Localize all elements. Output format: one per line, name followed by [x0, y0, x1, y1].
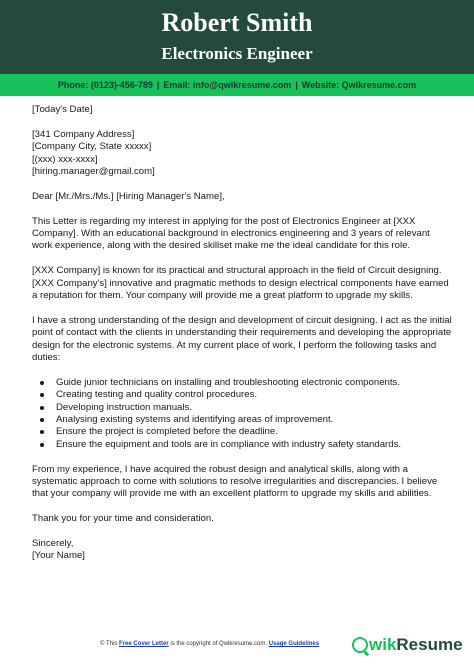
usage-guidelines-link[interactable]: Usage Guidelines	[268, 641, 320, 647]
contact-email: Email: info@qwikresume.com	[163, 80, 292, 90]
address-line: [hiring.manager@gmail.com]	[32, 166, 155, 178]
body-paragraph: I have a strong understanding of the design and development of circuit designing. I act as the initial point of contact with the clients in understanding their requirements and developing the appropriate design for the electronic systems. At my current place of work, I perform the following tasks and duties:	[32, 314, 452, 364]
list-item: Creating testing and quality control procedures.	[48, 389, 452, 401]
applicant-name: Robert Smith	[161, 8, 313, 37]
address-line: [341 Company Address]	[32, 128, 135, 140]
logo-wik: wik	[369, 635, 397, 654]
letter-body	[32, 104, 452, 563]
footer	[0, 632, 474, 658]
contact-phone: Phone: (0123)-456-789	[57, 80, 153, 90]
contact-separator: |	[295, 80, 298, 90]
contact-bar	[0, 74, 474, 96]
recipient-address	[32, 129, 452, 179]
free-cover-letter-link[interactable]: Free Cover Letter	[119, 641, 169, 647]
address-line: [Company City, State xxxxx]	[32, 141, 152, 153]
list-item: Ensure the equipment and tools are in compliance with industry safety standards.	[48, 439, 452, 451]
copyright-notice	[100, 641, 319, 647]
list-item: Developing instruction manuals.	[48, 402, 452, 414]
logo-q-icon	[352, 637, 368, 653]
duties-list	[32, 377, 452, 451]
list-item: Analysing existing systems and identifying areas of improvement.	[48, 414, 452, 426]
thanks-line: Thank you for your time and consideration.	[32, 513, 214, 525]
applicant-title: Electronics Engineer	[161, 44, 313, 63]
list-item: Guide junior technicians on installing and troubleshooting electronic components.	[48, 377, 452, 389]
copyright-prefix: © This	[100, 641, 118, 647]
list-item: Ensure the project is completed before the deadline.	[48, 426, 452, 438]
copyright-middle: is the copyright of Qwikresume.com.	[170, 641, 268, 647]
address-line: [(xxx) xxx-xxxx]	[32, 153, 98, 165]
body-paragraph: This Letter is regarding my interest in applying for the post of Electronics Engineer at [XXX Company]. With an educational background in electronics engineering and 3 years of relevant work experience, along with the desired skillset make me the ideal candidate for this role.	[32, 215, 430, 252]
qwikresume-logo	[352, 635, 463, 655]
signoff: Sincerely,	[32, 538, 74, 550]
contact-website: Website: Qwikresume.com	[301, 80, 417, 90]
closing-paragraph: From my experience, I have acquired the robust design and analytical skills, along with a systematic approach to come with solutions to resolve irregularities and discrepancies. I believe that your company will provide me with an excellent platform to upgrade my skills and abilities.	[32, 463, 438, 500]
letter-date: [Today's Date]	[32, 104, 93, 115]
salutation: Dear [Mr./Mrs./Ms.] [Hiring Manager's Name],	[32, 190, 225, 202]
body-paragraph: [XXX Company] is known for its practical and structural approach in the field of Circuit designing. [XXX Company's] innovative and pragmatic methods to design electrical components have earned a reputation for them. Your company will provide me a great platform to upgrade my skills.	[32, 265, 449, 302]
letter-header	[0, 0, 474, 74]
contact-separator: |	[156, 80, 160, 90]
logo-resume: Resume	[396, 635, 463, 654]
signature: [Your Name]	[32, 550, 85, 562]
